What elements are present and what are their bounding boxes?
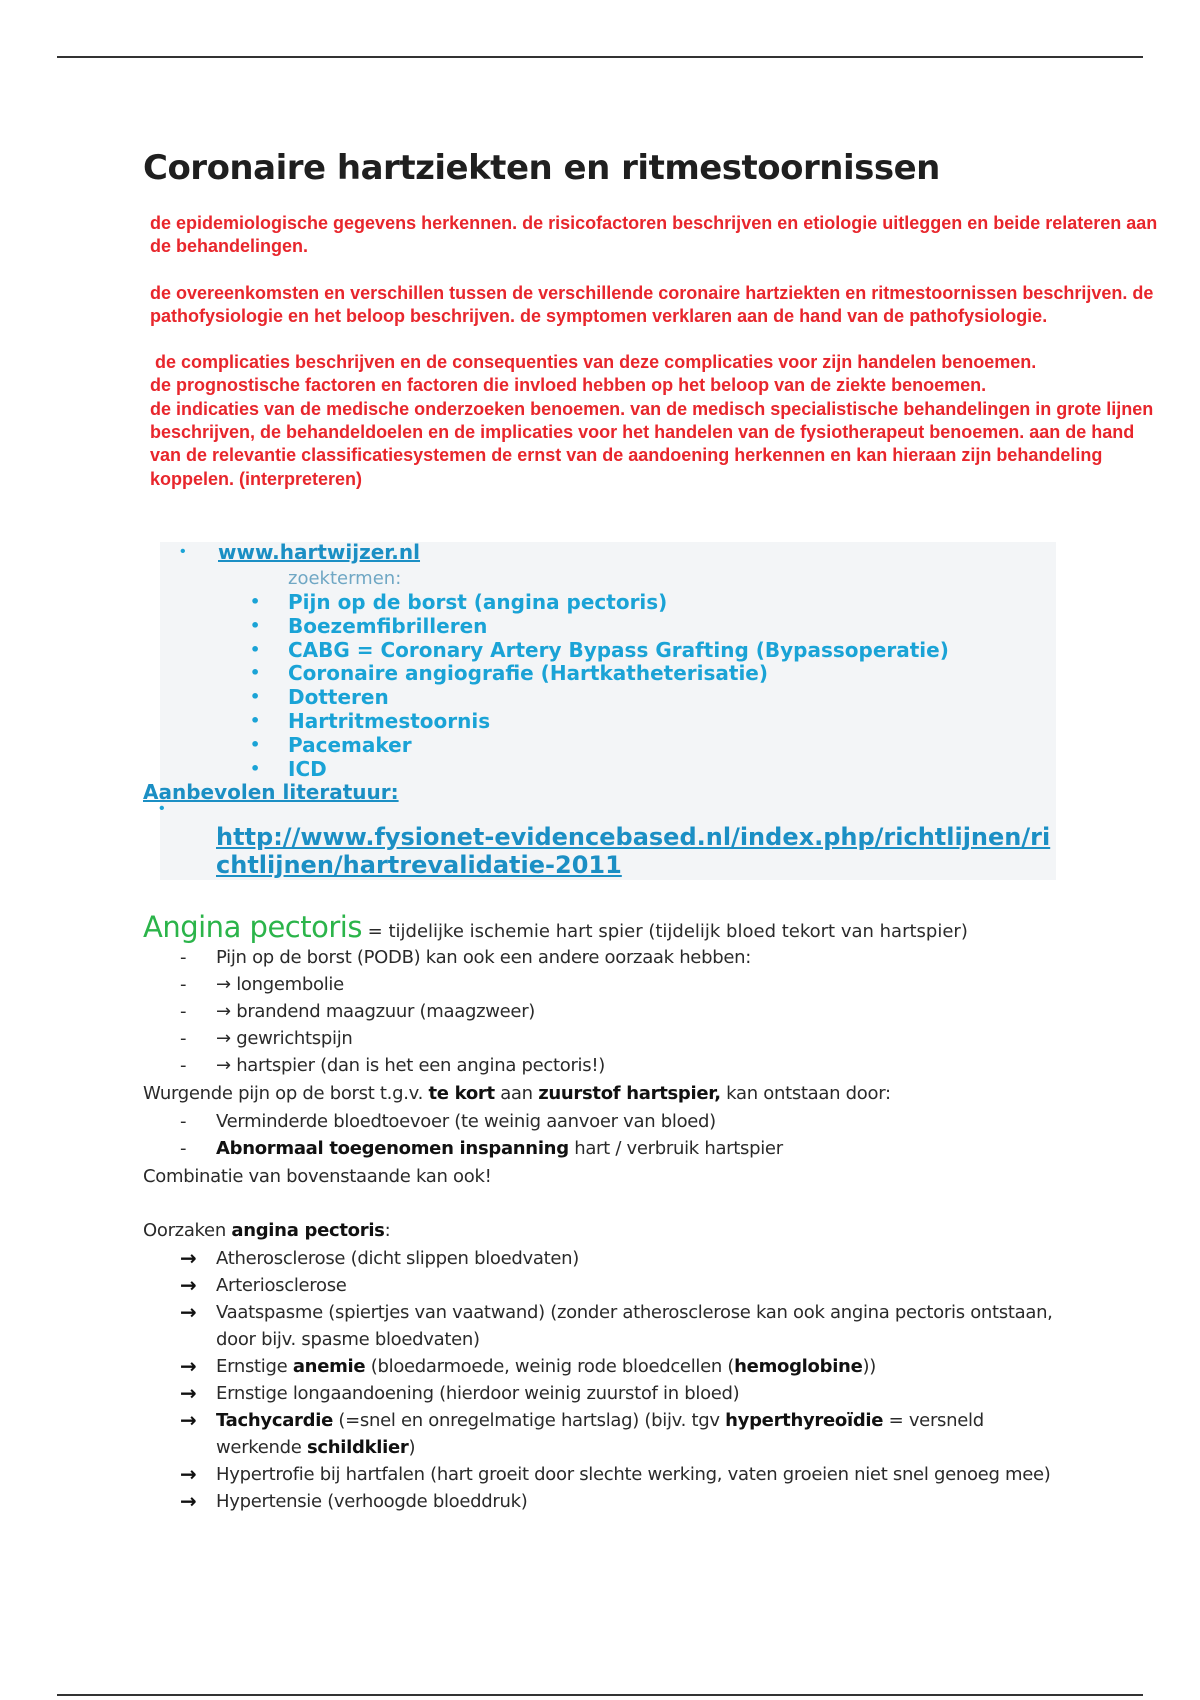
arrow-right-icon: → — [180, 1462, 197, 1486]
wurgende-pijn-text: Wurgende pijn op de borst t.g.v. te kort aan zuurstof hartspier, kan ontstaan door: — [143, 1083, 891, 1104]
list-item: → Tachycardie (=snel en onregelmatige hartslag) (bijv. tgv hyperthyreoïdie = versneld werkende schildklier) — [180, 1408, 984, 1458]
bullet-icon: • — [250, 663, 261, 683]
arrow-right-icon: → — [180, 1408, 197, 1432]
arrow-right-icon: → — [180, 1246, 197, 1270]
list-item: → Arteriosclerose — [180, 1273, 347, 1297]
list-item: • Dotteren — [250, 685, 389, 710]
bullet-icon: • — [159, 800, 165, 817]
list-item: - → gewrichtspijn — [180, 1028, 353, 1049]
mechanisms-list — [180, 1111, 783, 1165]
hartwijzer-link[interactable]: www.hartwijzer.nl — [218, 540, 421, 564]
list-item: → Hypertrofie bij hartfalen (hart groeit door slechte werking, vaten groeien niet snel genoeg mee) — [180, 1462, 1051, 1486]
section-definition: = tijdelijke ischemie hart spier (tijdelijk bloed tekort van hartspier) — [361, 921, 968, 942]
page-title: Coronaire hartziekten en ritmestoornissen — [143, 148, 940, 188]
list-item: • CABG = Coronary Artery Bypass Grafting (Bypassoperatie) — [250, 637, 949, 662]
arrow-right-icon: → — [180, 1300, 197, 1324]
list-item: - Abnormaal toegenomen inspanning hart / verbruik hartspier — [180, 1138, 783, 1159]
bullet-icon: • — [180, 543, 186, 560]
list-item: • Coronaire angiografie (Hartkatheterisatie) — [250, 661, 768, 686]
header-rule — [57, 56, 1143, 58]
section-heading: Angina pectoris — [143, 910, 362, 944]
arrow-right-icon: → — [180, 1354, 197, 1378]
footer-rule — [57, 1694, 1143, 1696]
list-item: - → longembolie — [180, 974, 344, 995]
objective-paragraph-2: de overeenkomsten en verschillen tussen de verschillende coronaire hartziekten en ritmestoornissen beschrijven. de pathofysiologie en het beloop beschrijven. de symptomen verklaren aan de hand van de pathofysiologie. — [150, 282, 1154, 326]
list-item: • Boezemfibrilleren — [250, 613, 488, 638]
objective-line: de indicaties van de medische onderzoeken benoemen. van de medisch specialistische behandelingen in grote lijnen beschrijven, de behandeldoelen en de implicaties voor het handelen van de fysiotherapeut benoemen. aan de hand van de relevantie classificatiesystemen de ernst van de aandoening herkennen en kan hieraan zijn behandeling koppelen. (interpreteren) — [150, 398, 1154, 489]
search-terms-label: zoektermen: — [288, 568, 402, 589]
bullet-icon: • — [250, 615, 261, 635]
list-item: → Atherosclerose (dicht slippen bloedvaten) — [180, 1246, 579, 1270]
chest-pain-causes-list — [180, 947, 751, 1082]
bullet-icon: • — [250, 592, 261, 611]
arrow-right-icon: → — [180, 1273, 197, 1297]
objective-line: de complicaties beschrijven en de consequenties van deze complicaties voor zijn handelen benoemen. — [155, 352, 1037, 373]
angina-heading-line — [143, 910, 968, 944]
list-item: - Pijn op de borst (PODB) kan ook een andere oorzaak hebben: — [180, 947, 751, 968]
objective-line: de prognostische factoren en factoren die invloed hebben op het beloop van de ziekte benoemen. — [150, 375, 987, 396]
search-terms-list — [250, 590, 949, 780]
literature-heading[interactable]: Aanbevolen literatuur: — [143, 780, 399, 804]
list-item: → Hypertensie (verhoogde bloeddruk) — [180, 1489, 528, 1513]
list-item: → Ernstige longaandoening (hierdoor weinig zuurstof in bloed) — [180, 1381, 740, 1405]
arrow-right-icon: → — [180, 1381, 197, 1405]
bullet-icon: • — [250, 687, 261, 707]
list-item: • Pacemaker — [250, 732, 412, 757]
arrow-right-icon: → — [180, 1489, 197, 1513]
objective-paragraph-3 — [150, 351, 1170, 491]
list-item: → Ernstige anemie (bloedarmoede, weinig rode bloedcellen (hemoglobine)) — [180, 1354, 876, 1378]
list-item: - Verminderde bloedtoevoer (te weinig aanvoer van bloed) — [180, 1111, 716, 1132]
combination-text: Combinatie van bovenstaande kan ook! — [143, 1166, 492, 1187]
bullet-icon: • — [250, 734, 261, 754]
causes-heading: Oorzaken angina pectoris: — [143, 1220, 391, 1241]
list-item: - → hartspier (dan is het een angina pectoris!) — [180, 1055, 605, 1076]
angina-causes-list — [180, 1245, 1060, 1515]
learning-objectives — [150, 212, 1170, 491]
bullet-icon: • — [250, 758, 261, 778]
list-item: • Pijn op de borst (angina pectoris) — [250, 590, 668, 614]
bullet-icon: • — [250, 710, 261, 730]
bullet-icon: • — [250, 639, 261, 659]
list-item: • Hartritmestoornis — [250, 708, 491, 733]
list-item: - → brandend maagzuur (maagzweer) — [180, 1001, 536, 1022]
objective-paragraph-1: de epidemiologische gegevens herkennen. de risicofactoren beschrijven en etiologie uitleggen en beide relateren aan de behandelingen. — [150, 213, 1158, 257]
literature-link[interactable]: http://www.fysionet-evidencebased.nl/index.php/richtlijnen/richtlijnen/hartrevalidatie-2011 — [216, 823, 1051, 879]
list-item: → Vaatspasme (spiertjes van vaatwand) (zonder atherosclerose kan ook angina pectoris ontstaan, door bijv. spasme bloedvaten) — [180, 1300, 1053, 1350]
list-item: • ICD — [250, 756, 327, 781]
